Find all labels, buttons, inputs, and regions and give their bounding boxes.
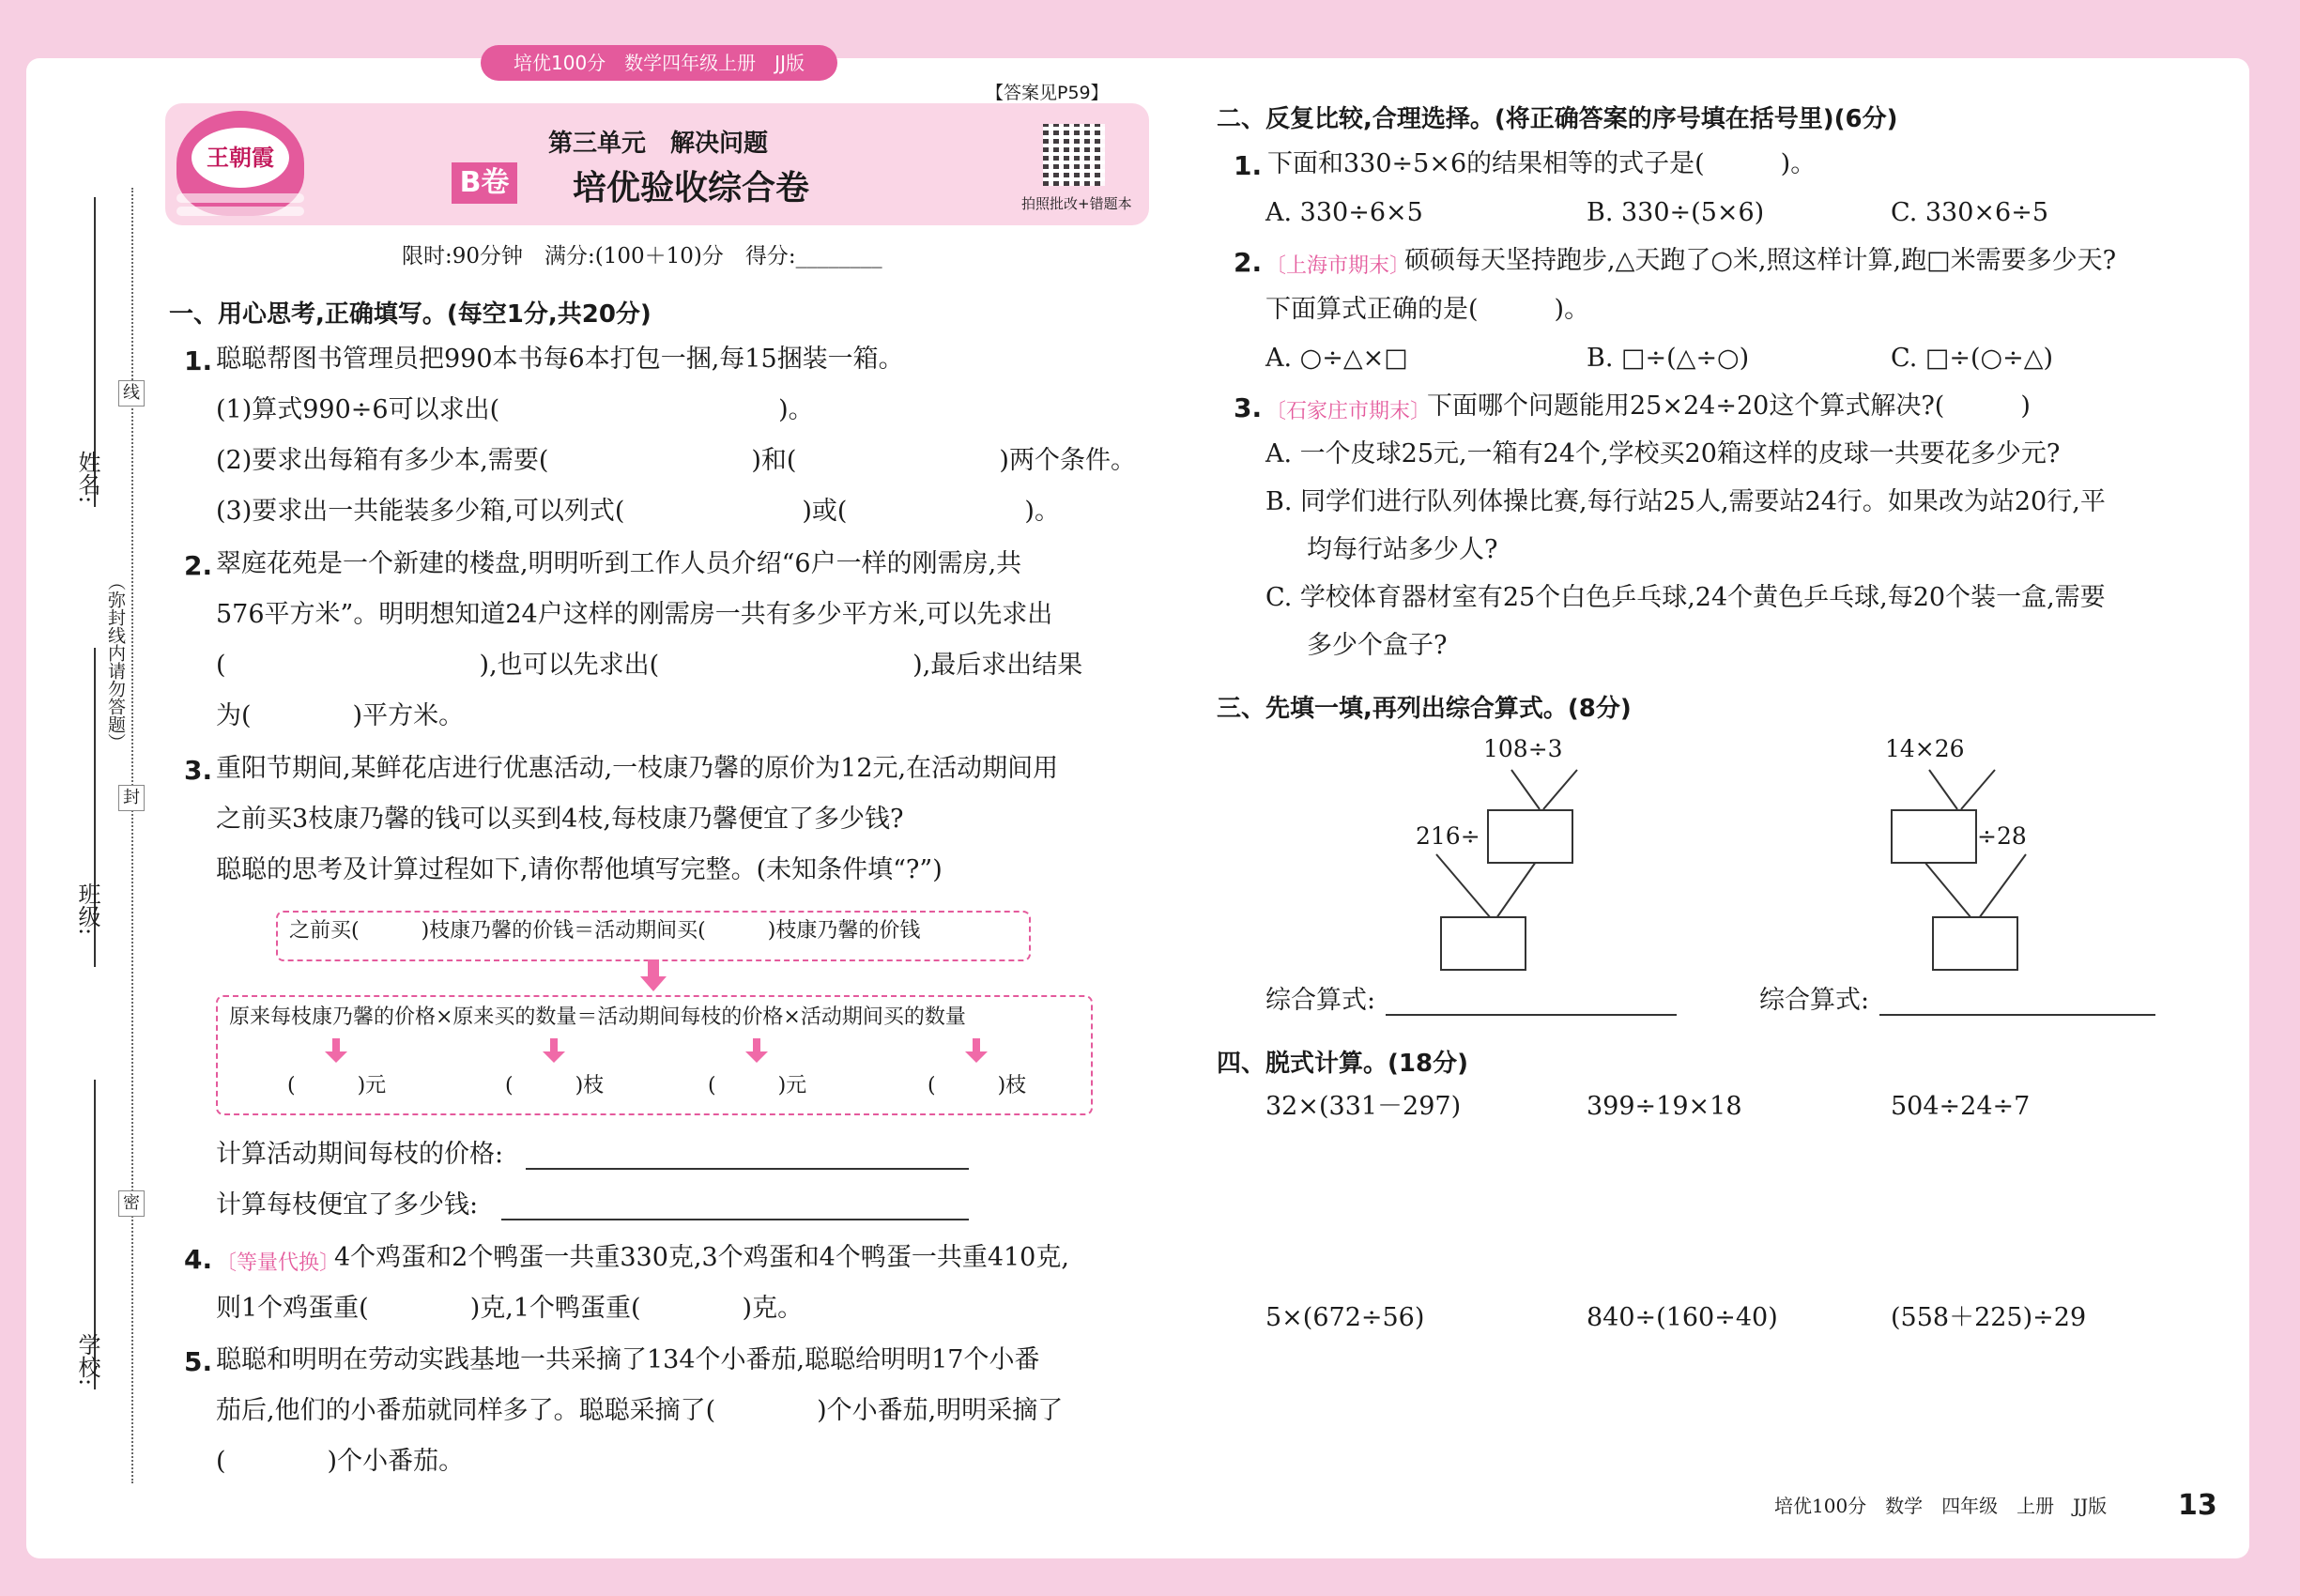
q3-calc-2: 计算每枝便宜了多少钱: — [216, 1190, 479, 1220]
flow-blank-1: ( )元 — [287, 1074, 387, 1097]
diagram-1-top: 108÷3 — [1483, 735, 1563, 762]
logo-stripe — [176, 207, 304, 216]
publisher-logo — [176, 111, 304, 216]
q3-calc-1: 计算活动期间每枝的价格: — [216, 1140, 504, 1169]
diagram-1-box-upper[interactable] — [1487, 809, 1573, 864]
expression-3: 504÷24÷7 — [1891, 1092, 2031, 1121]
down-arrow-icon — [753, 1038, 760, 1051]
q2-line-4: 为( )平方米。 — [216, 701, 465, 730]
s2-q2-text-2: 下面算式正确的是( )。 — [1265, 295, 1590, 324]
expression-4: 5×(672÷56) — [1265, 1303, 1425, 1332]
flow-box-1-text: 之前买( )枝康乃馨的价钱＝活动期间买( )枝康乃馨的价钱 — [289, 919, 921, 943]
q4-line-2: 则1个鸡蛋重( )克,1个鸭蛋重( )克。 — [216, 1294, 804, 1323]
s2-q3-option-c[interactable]: C. 学校体育器材室有25个白色乒乓球,24个黄色乒乓球,每20个装一盒,需要 — [1265, 583, 2106, 612]
s2-q2-text: 硕硕每天坚持跑步,△天跑了○米,照这样计算,跑□米需要多少天? — [1404, 246, 2117, 275]
diagram-2-right: ÷28 — [1977, 822, 2027, 850]
s2-q1-option-c[interactable]: C. 330×6÷5 — [1891, 198, 2048, 227]
page-number: 13 — [2178, 1489, 2217, 1522]
s2-q2-option-b[interactable]: B. □÷(△÷○) — [1587, 344, 1750, 373]
paper-badge: B卷 — [452, 162, 517, 204]
q1-text: 聪聪帮图书管理员把990本书每6本打包一捆,每15捆装一箱。 — [216, 345, 904, 374]
s2-q1-option-a[interactable]: A. 330÷6×5 — [1265, 198, 1423, 227]
paper-title: 培优验收综合卷 — [573, 169, 810, 207]
q4-line-1: 4个鸡蛋和2个鸭蛋一共重330克,3个鸡蛋和4个鸭蛋一共重410克, — [334, 1243, 1069, 1272]
question-number: 3. — [184, 755, 213, 786]
flow-blank-4: ( )枝 — [928, 1074, 1027, 1097]
q2-line-2: 576平方米”。明明想知道24户这样的刚需房一共有多少平方米,可以先求出 — [216, 600, 1053, 629]
school-label: 学校: — [74, 1333, 100, 1387]
section-4-title: 四、脱式计算。(18分) — [1217, 1050, 1468, 1078]
q2-line-1: 翠庭花苑是一个新建的楼盘,明明听到工作人员介绍“6户一样的刚需房,共 — [216, 549, 1022, 578]
exam-meta: 限时:90分钟 满分:(100＋10)分 得分:________ — [402, 244, 882, 269]
q3-line-3: 聪聪的思考及计算过程如下,请你帮他填写完整。(未知条件填“?”) — [216, 855, 943, 884]
qr-caption: 拍照批改+错题本 — [1021, 195, 1132, 212]
qr-code-pattern — [1043, 124, 1105, 186]
name-label: 姓名: — [74, 451, 100, 504]
class-label: 班级: — [74, 882, 100, 936]
diagram-2-box-lower[interactable] — [1932, 916, 2018, 971]
seal-notice: （弥封线内请勿答题） — [105, 573, 126, 751]
expression-2: 399÷19×18 — [1587, 1092, 1742, 1121]
answer-line[interactable] — [526, 1168, 969, 1170]
s2-q2-option-c[interactable]: C. □÷(○÷△) — [1891, 344, 2054, 373]
down-arrow-icon — [745, 1051, 768, 1063]
s2-q3-option-a[interactable]: A. 一个皮球25元,一箱有24个,学校买20箱这样的皮球一共要花多少元? — [1265, 439, 2061, 468]
down-arrow-icon — [543, 1051, 565, 1063]
q1-part-a: (1)算式990÷6可以求出( )。 — [216, 395, 814, 424]
diagram-2-top: 14×26 — [1885, 735, 1965, 762]
s2-q3-option-b[interactable]: B. 同学们进行队列体操比赛,每行站25人,需要站24行。如果改为站20行,平 — [1265, 487, 2106, 516]
down-arrow-icon — [332, 1038, 340, 1051]
question-number: 5. — [184, 1346, 213, 1377]
down-arrow-icon — [965, 1051, 988, 1063]
expression-6: (558＋225)÷29 — [1891, 1303, 2087, 1332]
seal-mark-xian: 线 — [118, 380, 145, 407]
expression-5: 840÷(160÷40) — [1587, 1303, 1778, 1332]
down-arrow-icon — [973, 1038, 980, 1051]
down-arrow-icon — [640, 976, 667, 991]
combined-formula-label-1: 综合算式: — [1265, 986, 1376, 1015]
question-number: 2. — [184, 550, 213, 581]
q3-line-2: 之前买3枝康乃馨的钱可以买到4枝,每枝康乃馨便宜了多少钱? — [216, 805, 904, 834]
logo-text: 王朝霞 — [192, 128, 289, 188]
q5-line-3: ( )个小番茄。 — [216, 1447, 465, 1476]
s2-q3-text: 下面哪个问题能用25×24÷20这个算式解决?( ) — [1427, 391, 2031, 421]
s2-q1-text: 下面和330÷5×6的结果相等的式子是( )。 — [1267, 149, 1817, 178]
q4-tag: 〔等量代换〕 — [216, 1251, 341, 1275]
q1-part-c: (3)要求出一共能装多少箱,可以列式( )或( )。 — [216, 497, 1060, 526]
question-number: 4. — [184, 1244, 213, 1275]
answer-reference: 【答案见P59】 — [986, 83, 1109, 103]
section-3-title: 三、先填一填,再列出综合算式。(8分) — [1217, 695, 1632, 723]
answer-line[interactable] — [501, 1219, 969, 1220]
flow-blank-3: ( )元 — [708, 1074, 807, 1097]
section-1-title: 一、用心思考,正确填写。(每空1分,共20分) — [169, 300, 652, 329]
q3-line-1: 重阳节期间,某鲜花店进行优惠活动,一枝康乃馨的原价为12元,在活动期间用 — [216, 754, 1059, 783]
q5-line-2: 茄后,他们的小番茄就同样多了。聪聪采摘了( )个小番茄,明明采摘了 — [216, 1396, 1064, 1425]
seal-mark-feng: 封 — [118, 785, 145, 811]
s2-q2-option-a[interactable]: A. ○÷△×□ — [1265, 344, 1408, 373]
q2-line-3: ( ),也可以先求出( ),最后求出结果 — [216, 651, 1083, 680]
flow-box-2-text: 原来每枝康乃馨的价格×原来买的数量＝活动期间每枝的价格×活动期间买的数量 — [229, 1005, 966, 1029]
logo-stripe — [176, 193, 304, 203]
down-arrow-icon — [550, 1038, 558, 1051]
q1-part-b: (2)要求出每箱有多少本,需要( )和( )两个条件。 — [216, 446, 1136, 475]
diagram-1-box-lower[interactable] — [1440, 916, 1526, 971]
question-number: 1. — [184, 345, 213, 376]
s2-q2-tag: 〔上海市期末〕 — [1265, 254, 1411, 278]
top-banner: 培优100分 数学四年级上册 JJ版 — [481, 45, 837, 81]
question-number: 1. — [1234, 150, 1263, 181]
question-number: 3. — [1234, 392, 1263, 423]
seal-mark-mi: 密 — [118, 1190, 145, 1217]
s2-q3-tag: 〔石家庄市期末〕 — [1265, 400, 1432, 423]
q5-line-1: 聪聪和明明在劳动实践基地一共采摘了134个小番茄,聪聪给明明17个小番 — [216, 1345, 1040, 1374]
s2-q3-option-c-cont: 多少个盒子? — [1307, 631, 1448, 660]
down-arrow-icon — [648, 959, 659, 976]
footer-text: 培优100分 数学 四年级 上册 JJ版 — [1774, 1495, 2108, 1517]
answer-line[interactable] — [1386, 1014, 1677, 1016]
combined-formula-label-2: 综合算式: — [1759, 986, 1870, 1015]
answer-line[interactable] — [1879, 1014, 2155, 1016]
s2-q3-option-b-cont: 均每行站多少人? — [1307, 535, 1498, 564]
expression-1: 32×(331－297) — [1265, 1092, 1462, 1121]
header-banner — [165, 103, 1149, 225]
down-arrow-icon — [325, 1051, 347, 1063]
unit-title: 第三单元 解决问题 — [548, 130, 769, 158]
section-2-title: 二、反复比较,合理选择。(将正确答案的序号填在括号里)(6分) — [1217, 105, 1898, 133]
flow-blank-2: ( )枝 — [505, 1074, 605, 1097]
diagram-2-box-upper[interactable] — [1891, 809, 1977, 864]
diagram-1-left: 216÷ — [1416, 822, 1480, 850]
s2-q1-option-b[interactable]: B. 330÷(5×6) — [1587, 198, 1765, 227]
question-number: 2. — [1234, 247, 1263, 278]
